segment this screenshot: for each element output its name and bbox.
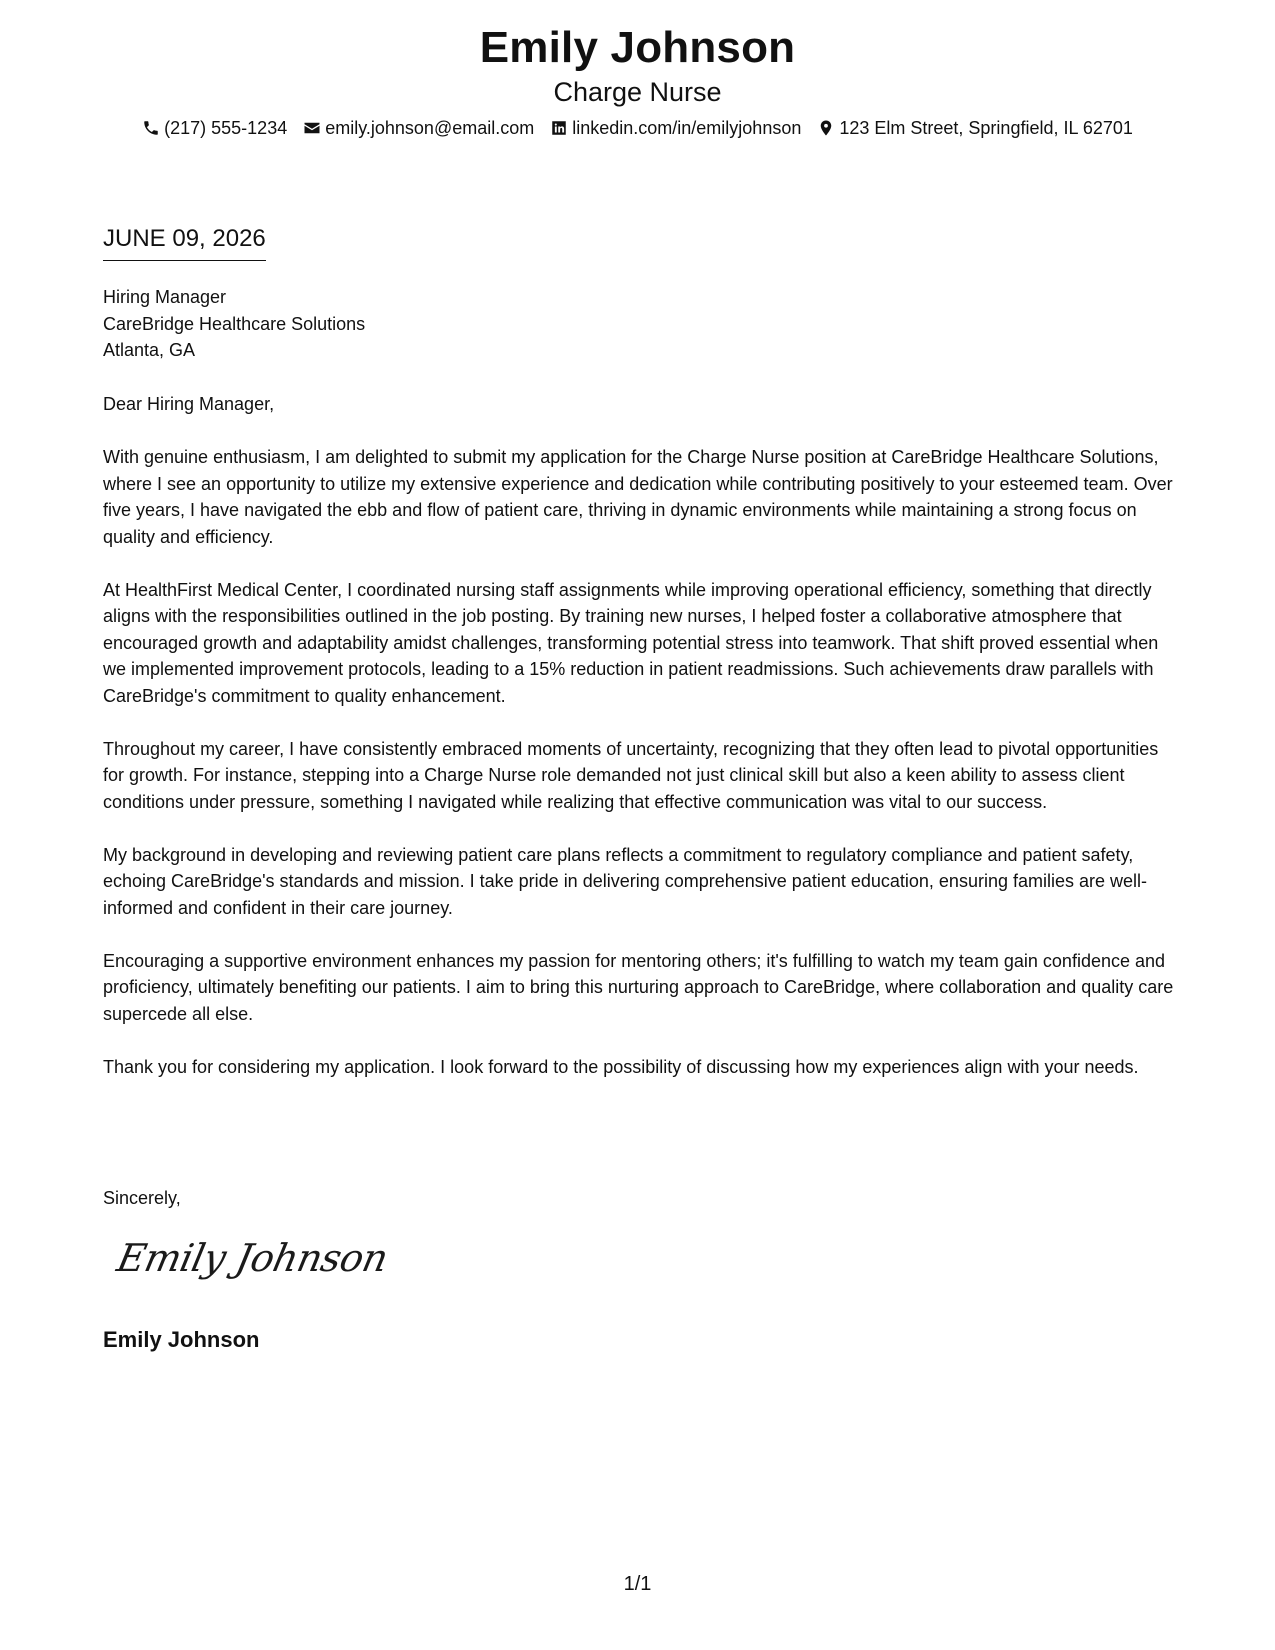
body-paragraph: My background in developing and reviewing patient care plans reflects a commitment to regulatory compliance and patient safety, echoing CareBridge's standards and mission. I take pride in delivering comprehensive patient education, ensuring families are well-informed and confident in their care journey.	[103, 844, 1147, 918]
salutation: Dear Hiring Manager,	[103, 394, 275, 414]
body-paragraph: Thank you for considering my application. I look forward to the possibility of discussing how my experiences align with your needs.	[103, 1056, 1139, 1077]
body-paragraph: At HealthFirst Medical Center, I coordinated nursing staff assignments while improving operational efficiency, something that directly aligns with the responsibilities outlined in the job posting. By training new nurses, I helped foster a collaborative atmosphere that encouraged growth and adaptability amidst challenges, transforming potential stress into teamwork. That shift proved essential when we implemented improvement protocols, leading to a 15% reduction in patient readmissions. Such achievements draw parallels with CareBridge's commitment to quality enhancement.	[103, 579, 1159, 706]
recipient-location: Atlanta, GA	[103, 340, 196, 360]
email-text: emily.johnson@email.com	[325, 118, 535, 138]
letter-body	[103, 444, 1175, 1107]
signed-name: Emily Johnson	[103, 1327, 260, 1352]
recipient-block	[103, 284, 365, 364]
address-text: 123 Elm Street, Springfield, IL 62701	[839, 118, 1133, 138]
handwritten-signature: Emily Johnson	[113, 1236, 392, 1280]
phone-icon	[142, 119, 160, 137]
envelope-icon	[303, 119, 321, 137]
linkedin-text: linkedin.com/in/emilyjohnson	[572, 118, 802, 138]
applicant-title: Charge Nurse	[553, 77, 722, 107]
letter-header	[0, 22, 1275, 140]
body-paragraph: Encouraging a supportive environment enhances my passion for mentoring others; it's fulfilling to watch my team gain confidence and proficiency, ultimately benefiting our patients. I aim to bring this nurturing approach to CareBridge, where collaboration and quality care supercede all else.	[103, 950, 1174, 1024]
closing: Sincerely,	[103, 1188, 181, 1208]
body-paragraph: Throughout my career, I have consistently embraced moments of uncertainty, recognizing that they often lead to pivotal opportunities for growth. For instance, stepping into a Charge Nurse role demanded not just clinical skill but also a keen ability to assess client conditions under pressure, something I navigated while realizing that effective communication was vital to our success.	[103, 738, 1159, 812]
map-pin-icon	[817, 119, 835, 137]
letter-date: JUNE 09, 2026	[103, 224, 266, 261]
contact-bar	[0, 116, 1275, 140]
applicant-name: Emily Johnson	[479, 23, 796, 72]
contact-address	[817, 116, 1133, 140]
page-number: 1/1	[623, 1573, 652, 1595]
recipient-line: Hiring Manager	[103, 287, 227, 307]
contact-email	[303, 116, 534, 140]
body-paragraph: With genuine enthusiasm, I am delighted to submit my application for the Charge Nurse position at CareBridge Healthcare Solutions, where I see an opportunity to utilize my extensive experience and dedication while contributing positively to your esteemed team. Over five years, I have navigated the ebb and flow of patient care, thriving in dynamic environments while maintaining a strong focus on quality and efficiency.	[103, 447, 1173, 547]
phone-text: (217) 555-1234	[164, 118, 288, 138]
contact-linkedin	[550, 116, 801, 140]
contact-phone	[142, 116, 287, 140]
linkedin-icon	[550, 119, 568, 137]
recipient-company: CareBridge Healthcare Solutions	[103, 313, 366, 334]
